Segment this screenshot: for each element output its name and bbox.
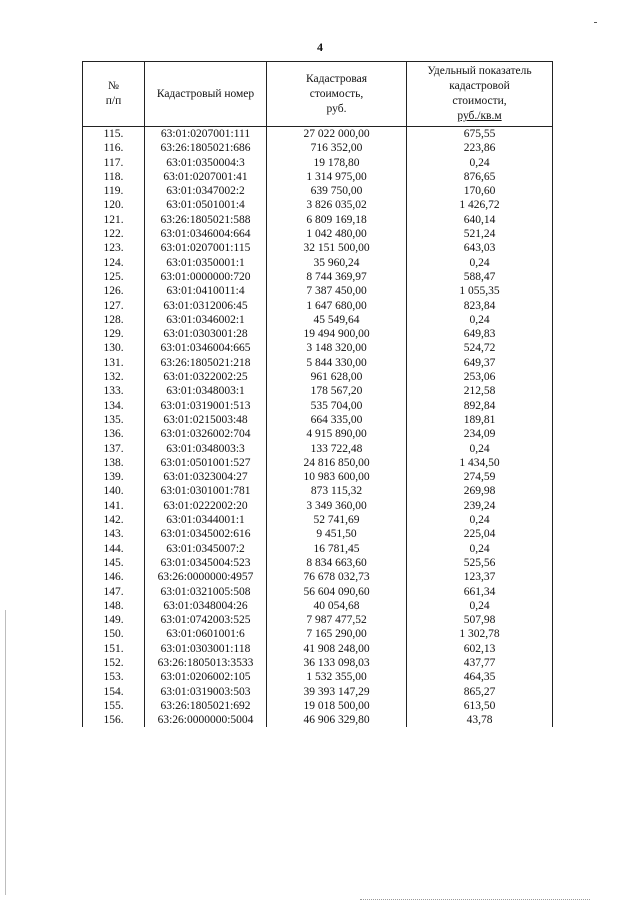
table-row xyxy=(83,499,553,513)
row-number-cell: 124. xyxy=(83,256,145,270)
specific-value-cell: 521,24 xyxy=(407,227,553,241)
cadastral-number-cell: 63:01:0303001:118 xyxy=(145,642,267,656)
row-number-cell: 147. xyxy=(83,585,145,599)
cadastral-value-table xyxy=(82,61,553,727)
cadastral-number-cell: 63:01:0350001:1 xyxy=(145,256,267,270)
row-number-cell: 119. xyxy=(83,184,145,198)
scan-dotted-line xyxy=(360,899,590,900)
cadastral-value-cell: 56 604 090,60 xyxy=(267,585,407,599)
table-row xyxy=(83,127,553,142)
cadastral-number-cell: 63:01:0303001:28 xyxy=(145,327,267,341)
cadastral-value-cell: 76 678 032,73 xyxy=(267,570,407,584)
specific-value-cell: 464,35 xyxy=(407,670,553,684)
cadastral-number-cell: 63:01:0347002:2 xyxy=(145,184,267,198)
row-number-cell: 115. xyxy=(83,127,145,142)
cadastral-number-cell: 63:01:0322002:25 xyxy=(145,370,267,384)
specific-value-cell: 1 434,50 xyxy=(407,456,553,470)
specific-value-cell: 0,24 xyxy=(407,156,553,170)
cadastral-value-cell: 716 352,00 xyxy=(267,141,407,155)
cadastral-value-cell: 535 704,00 xyxy=(267,399,407,413)
specific-value-cell: 892,84 xyxy=(407,399,553,413)
cadastral-value-cell: 36 133 098,03 xyxy=(267,656,407,670)
specific-value-cell: 274,59 xyxy=(407,470,553,484)
specific-value-cell: 649,83 xyxy=(407,327,553,341)
row-number-cell: 129. xyxy=(83,327,145,341)
table-row xyxy=(83,170,553,184)
cadastral-number-cell: 63:01:0501001:4 xyxy=(145,198,267,212)
row-number-cell: 121. xyxy=(83,213,145,227)
cadastral-number-cell: 63:01:0323004:27 xyxy=(145,470,267,484)
table-row xyxy=(83,241,553,255)
cadastral-number-cell: 63:26:0000000:4957 xyxy=(145,570,267,584)
specific-value-cell: 823,84 xyxy=(407,299,553,313)
header-value-line1: Кадастровая xyxy=(305,72,368,85)
table-row xyxy=(83,141,553,155)
row-number-cell: 131. xyxy=(83,356,145,370)
cadastral-value-cell: 16 781,45 xyxy=(267,542,407,556)
cadastral-number-cell: 63:01:0312006:45 xyxy=(145,299,267,313)
specific-value-cell: 0,24 xyxy=(407,513,553,527)
cadastral-value-cell: 46 906 329,80 xyxy=(267,713,407,727)
scan-mark xyxy=(594,22,597,23)
cadastral-value-cell: 3 349 360,00 xyxy=(267,499,407,513)
table-row xyxy=(83,556,553,570)
cadastral-number-cell: 63:26:1805021:686 xyxy=(145,141,267,155)
cadastral-value-cell: 9 451,50 xyxy=(267,527,407,541)
cadastral-value-cell: 6 809 169,18 xyxy=(267,213,407,227)
specific-value-cell: 269,98 xyxy=(407,484,553,498)
table-row xyxy=(83,198,553,212)
specific-value-cell: 640,14 xyxy=(407,213,553,227)
table-row xyxy=(83,456,553,470)
specific-value-cell: 1 055,35 xyxy=(407,284,553,298)
row-number-cell: 135. xyxy=(83,413,145,427)
cadastral-value-cell: 19 018 500,00 xyxy=(267,699,407,713)
table-row xyxy=(83,613,553,627)
table-row xyxy=(83,213,553,227)
table-row xyxy=(83,527,553,541)
specific-value-cell: 225,04 xyxy=(407,527,553,541)
specific-value-cell: 1 302,78 xyxy=(407,627,553,641)
header-specific-line1: Удельный показатель xyxy=(427,65,532,77)
specific-value-cell: 43,78 xyxy=(407,713,553,727)
specific-value-cell: 437,77 xyxy=(407,656,553,670)
cadastral-value-cell: 10 983 600,00 xyxy=(267,470,407,484)
table-row xyxy=(83,670,553,684)
row-number-cell: 127. xyxy=(83,299,145,313)
specific-value-cell: 123,37 xyxy=(407,570,553,584)
row-number-cell: 126. xyxy=(83,284,145,298)
row-number-cell: 145. xyxy=(83,556,145,570)
cadastral-number-cell: 63:01:0346002:1 xyxy=(145,313,267,327)
cadastral-number-cell: 63:26:1805021:692 xyxy=(145,699,267,713)
header-specific-line3: стоимости, xyxy=(452,95,507,107)
cadastral-value-cell: 1 647 680,00 xyxy=(267,299,407,313)
specific-value-cell: 643,03 xyxy=(407,241,553,255)
row-number-cell: 154. xyxy=(83,685,145,699)
table-row xyxy=(83,442,553,456)
specific-value-cell: 253,06 xyxy=(407,370,553,384)
table-row xyxy=(83,642,553,656)
table-row xyxy=(83,585,553,599)
table-row xyxy=(83,599,553,613)
cadastral-number-cell: 63:01:0301001:781 xyxy=(145,484,267,498)
table-row xyxy=(83,427,553,441)
row-number-cell: 120. xyxy=(83,198,145,212)
cadastral-value-cell: 8 744 369,97 xyxy=(267,270,407,284)
table-row xyxy=(83,227,553,241)
header-row-number xyxy=(83,62,145,127)
cadastral-number-cell: 63:01:0222002:20 xyxy=(145,499,267,513)
specific-value-cell: 507,98 xyxy=(407,613,553,627)
cadastral-number-cell: 63:01:0207001:111 xyxy=(145,127,267,142)
row-number-cell: 144. xyxy=(83,542,145,556)
header-num-symbol: № xyxy=(108,80,119,92)
row-number-cell: 130. xyxy=(83,341,145,355)
table-row xyxy=(83,356,553,370)
cadastral-value-cell: 45 549,64 xyxy=(267,313,407,327)
table-row xyxy=(83,370,553,384)
row-number-cell: 136. xyxy=(83,427,145,441)
specific-value-cell: 588,47 xyxy=(407,270,553,284)
cadastral-number-cell: 63:01:0345007:2 xyxy=(145,542,267,556)
cadastral-number-cell: 63:26:0000000:5004 xyxy=(145,713,267,727)
cadastral-value-cell: 5 844 330,00 xyxy=(267,356,407,370)
row-number-cell: 150. xyxy=(83,627,145,641)
table-row xyxy=(83,470,553,484)
row-number-cell: 153. xyxy=(83,670,145,684)
table-row xyxy=(83,413,553,427)
specific-value-cell: 0,24 xyxy=(407,542,553,556)
cadastral-number-cell: 63:01:0346004:665 xyxy=(145,341,267,355)
cadastral-value-cell: 1 532 355,00 xyxy=(267,670,407,684)
specific-value-cell: 661,34 xyxy=(407,585,553,599)
row-number-cell: 132. xyxy=(83,370,145,384)
cadastral-value-cell: 1 314 975,00 xyxy=(267,170,407,184)
cadastral-value-cell: 39 393 147,29 xyxy=(267,685,407,699)
cadastral-value-cell: 1 042 480,00 xyxy=(267,227,407,241)
cadastral-value-cell: 4 915 890,00 xyxy=(267,427,407,441)
header-cadastral-number-label: Кадастровый номер xyxy=(156,87,255,100)
row-number-cell: 134. xyxy=(83,399,145,413)
cadastral-number-cell: 63:01:0000000:720 xyxy=(145,270,267,284)
table-body xyxy=(83,127,553,728)
specific-value-cell: 0,24 xyxy=(407,256,553,270)
cadastral-value-cell: 35 960,24 xyxy=(267,256,407,270)
cadastral-number-cell: 63:01:0321005:508 xyxy=(145,585,267,599)
header-specific-line4: руб./кв.м xyxy=(457,110,502,122)
page-number: 4 xyxy=(317,40,323,54)
specific-value-cell: 189,81 xyxy=(407,413,553,427)
table-row xyxy=(83,513,553,527)
cadastral-number-cell: 63:01:0319003:503 xyxy=(145,685,267,699)
cadastral-number-cell: 63:01:0215003:48 xyxy=(145,413,267,427)
cadastral-value-cell: 24 816 850,00 xyxy=(267,456,407,470)
row-number-cell: 139. xyxy=(83,470,145,484)
row-number-cell: 140. xyxy=(83,484,145,498)
specific-value-cell: 525,56 xyxy=(407,556,553,570)
row-number-cell: 118. xyxy=(83,170,145,184)
cadastral-value-cell: 873 115,32 xyxy=(267,484,407,498)
row-number-cell: 143. xyxy=(83,527,145,541)
cadastral-number-cell: 63:01:0207001:41 xyxy=(145,170,267,184)
cadastral-value-cell: 664 335,00 xyxy=(267,413,407,427)
cadastral-number-cell: 63:01:0207001:115 xyxy=(145,241,267,255)
cadastral-value-cell: 961 628,00 xyxy=(267,370,407,384)
header-num-abbrev: п/п xyxy=(105,95,122,107)
table-row xyxy=(83,327,553,341)
specific-value-cell: 234,09 xyxy=(407,427,553,441)
cadastral-number-cell: 63:01:0348004:26 xyxy=(145,599,267,613)
cadastral-number-cell: 63:01:0348003:3 xyxy=(145,442,267,456)
cadastral-number-cell: 63:01:0326002:704 xyxy=(145,427,267,441)
table-row xyxy=(83,270,553,284)
cadastral-value-cell: 3 826 035,02 xyxy=(267,198,407,212)
cadastral-value-cell: 27 022 000,00 xyxy=(267,127,407,142)
cadastral-value-cell: 40 054,68 xyxy=(267,599,407,613)
table-row xyxy=(83,570,553,584)
row-number-cell: 117. xyxy=(83,156,145,170)
cadastral-value-cell: 7 165 290,00 xyxy=(267,627,407,641)
cadastral-value-cell: 19 178,80 xyxy=(267,156,407,170)
row-number-cell: 146. xyxy=(83,570,145,584)
row-number-cell: 123. xyxy=(83,241,145,255)
row-number-cell: 122. xyxy=(83,227,145,241)
specific-value-cell: 212,58 xyxy=(407,384,553,398)
table-row xyxy=(83,284,553,298)
cadastral-number-cell: 63:01:0345004:523 xyxy=(145,556,267,570)
header-cadastral-number xyxy=(145,62,267,127)
cadastral-number-cell: 63:01:0319001:513 xyxy=(145,399,267,413)
cadastral-number-cell: 63:01:0601001:6 xyxy=(145,627,267,641)
cadastral-number-cell: 63:26:1805013:3533 xyxy=(145,656,267,670)
specific-value-cell: 524,72 xyxy=(407,341,553,355)
table-row xyxy=(83,656,553,670)
header-value-line3: руб. xyxy=(326,102,347,115)
table-row xyxy=(83,399,553,413)
cadastral-number-cell: 63:26:1805021:218 xyxy=(145,356,267,370)
cadastral-number-cell: 63:01:0501001:527 xyxy=(145,456,267,470)
specific-value-cell: 675,55 xyxy=(407,127,553,142)
cadastral-number-cell: 63:26:1805021:588 xyxy=(145,213,267,227)
row-number-cell: 151. xyxy=(83,642,145,656)
cadastral-number-cell: 63:01:0350004:3 xyxy=(145,156,267,170)
header-specific-value xyxy=(407,62,553,127)
header-specific-line2: кадастровой xyxy=(449,80,510,92)
header-cadastral-value xyxy=(267,62,407,127)
specific-value-cell: 223,86 xyxy=(407,141,553,155)
cadastral-number-cell: 63:01:0344001:1 xyxy=(145,513,267,527)
cadastral-number-cell: 63:01:0345002:616 xyxy=(145,527,267,541)
cadastral-number-cell: 63:01:0346004:664 xyxy=(145,227,267,241)
table-row xyxy=(83,184,553,198)
cadastral-value-cell: 41 908 248,00 xyxy=(267,642,407,656)
cadastral-number-cell: 63:01:0410011:4 xyxy=(145,284,267,298)
specific-value-cell: 239,24 xyxy=(407,499,553,513)
cadastral-value-cell: 178 567,20 xyxy=(267,384,407,398)
row-number-cell: 138. xyxy=(83,456,145,470)
row-number-cell: 137. xyxy=(83,442,145,456)
cadastral-value-cell: 133 722,48 xyxy=(267,442,407,456)
specific-value-cell: 0,24 xyxy=(407,313,553,327)
row-number-cell: 128. xyxy=(83,313,145,327)
row-number-cell: 149. xyxy=(83,613,145,627)
table-row xyxy=(83,713,553,727)
table-row xyxy=(83,484,553,498)
table-row xyxy=(83,685,553,699)
cadastral-value-cell: 32 151 500,00 xyxy=(267,241,407,255)
row-number-cell: 152. xyxy=(83,656,145,670)
row-number-cell: 142. xyxy=(83,513,145,527)
row-number-cell: 133. xyxy=(83,384,145,398)
table-row xyxy=(83,384,553,398)
cadastral-number-cell: 63:01:0206002:105 xyxy=(145,670,267,684)
header-value-line2: стоимость, xyxy=(309,87,364,100)
row-number-cell: 156. xyxy=(83,713,145,727)
cadastral-value-cell: 7 987 477,52 xyxy=(267,613,407,627)
cadastral-value-cell: 639 750,00 xyxy=(267,184,407,198)
row-number-cell: 141. xyxy=(83,499,145,513)
table-row xyxy=(83,341,553,355)
table-row xyxy=(83,627,553,641)
specific-value-cell: 613,50 xyxy=(407,699,553,713)
specific-value-cell: 876,65 xyxy=(407,170,553,184)
specific-value-cell: 649,37 xyxy=(407,356,553,370)
cadastral-value-cell: 8 834 663,60 xyxy=(267,556,407,570)
table-header-row xyxy=(83,62,553,127)
table-row xyxy=(83,313,553,327)
row-number-cell: 148. xyxy=(83,599,145,613)
row-number-cell: 116. xyxy=(83,141,145,155)
table-row xyxy=(83,542,553,556)
specific-value-cell: 602,13 xyxy=(407,642,553,656)
row-number-cell: 155. xyxy=(83,699,145,713)
cadastral-value-cell: 19 494 900,00 xyxy=(267,327,407,341)
cadastral-value-cell: 3 148 320,00 xyxy=(267,341,407,355)
specific-value-cell: 170,60 xyxy=(407,184,553,198)
table-row xyxy=(83,256,553,270)
table-row xyxy=(83,156,553,170)
cadastral-value-cell: 52 741,69 xyxy=(267,513,407,527)
table-row xyxy=(83,299,553,313)
row-number-cell: 125. xyxy=(83,270,145,284)
cadastral-value-cell: 7 387 450,00 xyxy=(267,284,407,298)
specific-value-cell: 0,24 xyxy=(407,442,553,456)
specific-value-cell: 0,24 xyxy=(407,599,553,613)
table-row xyxy=(83,699,553,713)
scan-edge-line xyxy=(5,610,6,895)
specific-value-cell: 865,27 xyxy=(407,685,553,699)
cadastral-number-cell: 63:01:0348003:1 xyxy=(145,384,267,398)
specific-value-cell: 1 426,72 xyxy=(407,198,553,212)
cadastral-number-cell: 63:01:0742003:525 xyxy=(145,613,267,627)
